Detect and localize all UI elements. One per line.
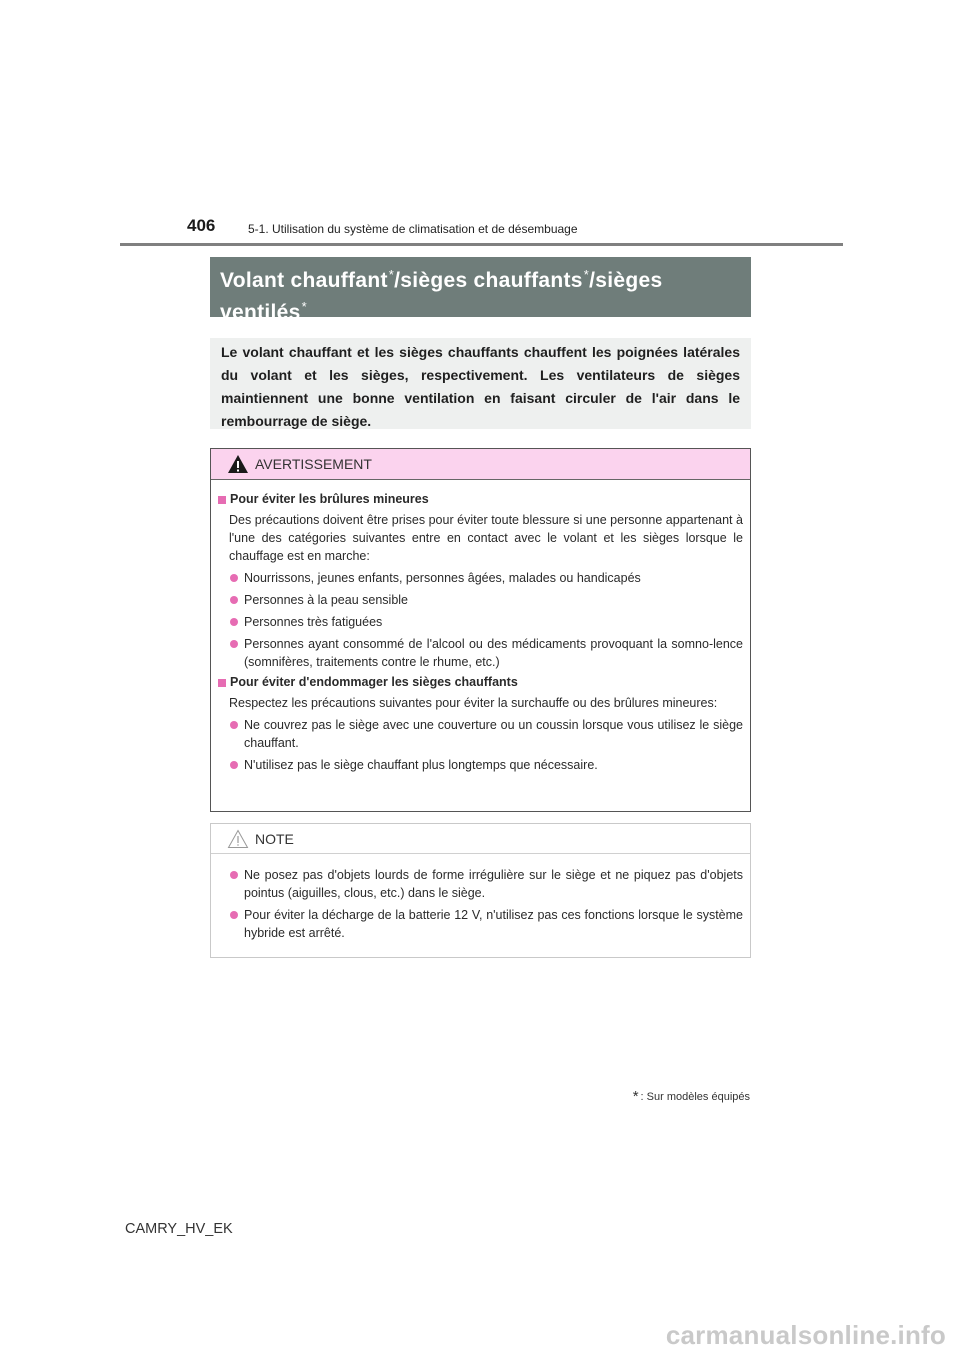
watermark: carmanualsonline.info bbox=[665, 1320, 946, 1350]
round-bullet-icon bbox=[230, 871, 238, 879]
list-item-text: Pour éviter la décharge de la batterie 12 V, n'utilisez pas ces fonctions lorsque le système hybride est arrêté. bbox=[244, 908, 743, 940]
round-bullet-icon bbox=[230, 618, 238, 626]
round-bullet-icon bbox=[230, 761, 238, 769]
list-item-text: Ne posez pas d'objets lourds de forme irrégulière sur le siège et ne piquez pas d'objets pointus (aiguilles, clous, etc.) dans le siège. bbox=[244, 868, 743, 900]
document-code: CAMRY_HV_EK bbox=[125, 1221, 233, 1237]
title-star-2: * bbox=[583, 267, 590, 282]
list-item bbox=[230, 613, 743, 631]
list-item bbox=[230, 716, 743, 752]
warning-paragraph: Respectez les précautions suivantes pour éviter la surchauffe ou des brûlures mineures: bbox=[229, 696, 718, 710]
warning-paragraph: Des précautions doivent être prises pour éviter toute blessure si une personne appartenant à l'une des catégories suivantes entre en contact avec le volant et les sièges lorsque le chauffage est en marche: bbox=[229, 513, 743, 563]
note-box bbox=[210, 823, 751, 958]
header-rule bbox=[120, 243, 843, 246]
list-item bbox=[230, 756, 743, 774]
warning-body bbox=[211, 480, 750, 774]
footnote-star: * bbox=[632, 1088, 639, 1105]
title-part-2: /sièges chauffants bbox=[394, 269, 583, 292]
round-bullet-icon bbox=[230, 640, 238, 648]
caution-triangle-icon bbox=[227, 829, 249, 849]
title-box bbox=[210, 257, 751, 324]
warning-box bbox=[210, 448, 751, 812]
round-bullet-icon bbox=[230, 911, 238, 919]
square-bullet-icon bbox=[218, 679, 226, 687]
list-item-text: Personnes ayant consommé de l'alcool ou des médicaments provoquant la somno-lence (somnifères, traitements contre le rhume, etc.) bbox=[244, 637, 743, 669]
list-item bbox=[230, 635, 743, 671]
note-label: NOTE bbox=[255, 830, 294, 847]
intro-box: Le volant chauffant et les sièges chauffants chauffent les poignées latérales du volant et les sièges, respectivement. Les ventilateurs de sièges maintiennent une bonne ventilation en faisant circuler de l'air dans le rembourrage de siège. bbox=[210, 338, 751, 429]
list-item-text: Personnes très fatiguées bbox=[244, 615, 383, 629]
list-item bbox=[230, 569, 743, 587]
page-number: 406 bbox=[187, 216, 216, 235]
round-bullet-icon bbox=[230, 596, 238, 604]
note-body bbox=[211, 854, 750, 942]
warning-header bbox=[211, 449, 750, 480]
list-item-text: Ne couvrez pas le siège avec une couverture ou un coussin lorsque vous utilisez le siège chauffant. bbox=[244, 718, 743, 750]
round-bullet-icon bbox=[230, 721, 238, 729]
section-header: 5-1. Utilisation du système de climatisation et de désembuage bbox=[248, 222, 578, 236]
title-part-4: ventilés bbox=[220, 301, 301, 324]
note-header bbox=[211, 824, 750, 854]
list-item bbox=[230, 866, 743, 902]
title-star-1: * bbox=[388, 267, 395, 282]
warning-triangle-icon bbox=[227, 454, 249, 474]
footnote bbox=[633, 1088, 750, 1105]
list-item-text: Nourrissons, jeunes enfants, personnes âgées, malades ou handicapés bbox=[244, 571, 641, 585]
title-star-3: * bbox=[301, 299, 307, 314]
warning-heading bbox=[218, 492, 743, 507]
round-bullet-icon bbox=[230, 574, 238, 582]
footnote-text: : Sur modèles équipés bbox=[640, 1090, 750, 1103]
title-part-1: Volant chauffant bbox=[220, 269, 388, 292]
warning-heading bbox=[218, 675, 743, 690]
warning-heading-text: Pour éviter les brûlures mineures bbox=[230, 492, 429, 506]
warning-label: AVERTISSEMENT bbox=[255, 456, 372, 472]
warning-heading-text: Pour éviter d'endommager les sièges chauffants bbox=[230, 675, 518, 689]
list-item-text: N'utilisez pas le siège chauffant plus longtemps que nécessaire. bbox=[244, 758, 598, 772]
list-item bbox=[230, 591, 743, 609]
list-item-text: Personnes à la peau sensible bbox=[244, 593, 409, 607]
square-bullet-icon bbox=[218, 496, 226, 504]
title-part-3: /sièges bbox=[589, 269, 663, 292]
list-item bbox=[230, 906, 743, 942]
